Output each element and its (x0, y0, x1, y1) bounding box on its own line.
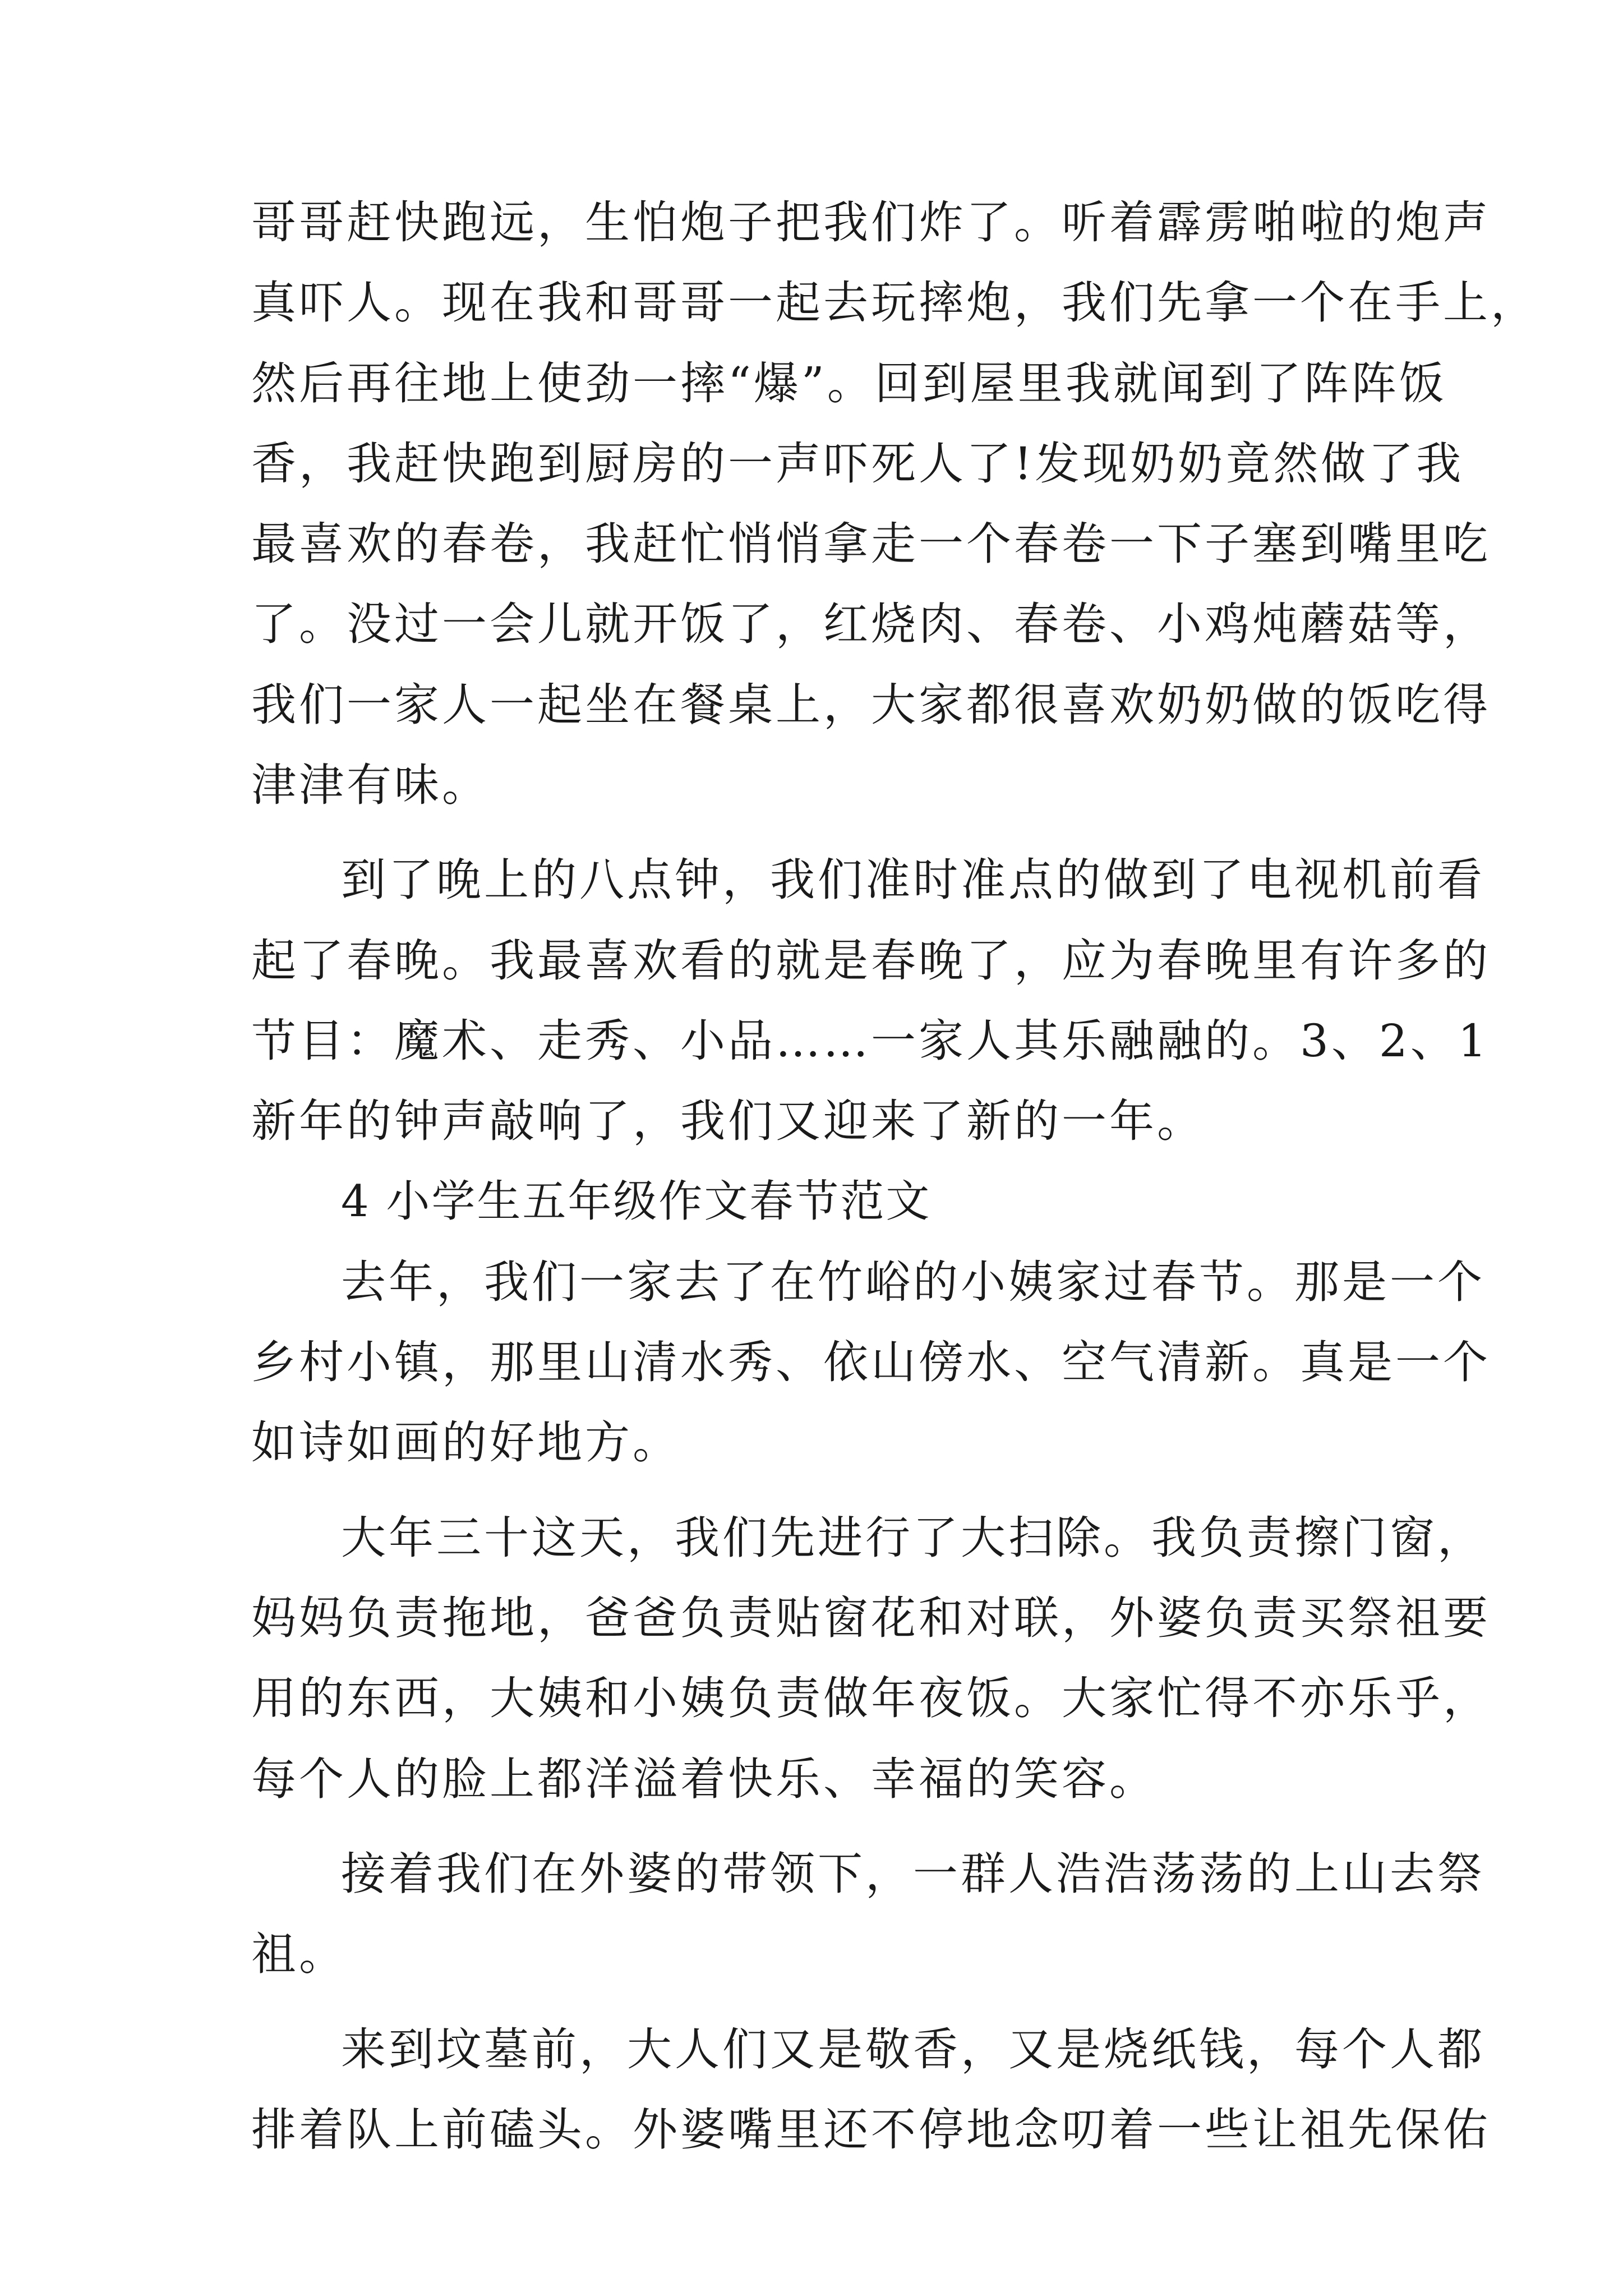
text-line: 我们一家人一起坐在餐桌上，大家都很喜欢奶奶做的饭吃得 (251, 678, 1491, 731)
paragraph-2 (251, 840, 1491, 1161)
text-line: 大年三十这天，我们先进行了大扫除。我负责擦门窗， (341, 1511, 1485, 1564)
text-line: 了。没过一会儿就开饭了，红烧肉、春卷、小鸡炖蘑菇等， (251, 598, 1491, 651)
text-line: 到了晚上的八点钟，我们准时准点的做到了电视机前看 (341, 854, 1485, 907)
text-line: 祖。 (251, 1928, 347, 1981)
text-line: 真吓人。现在我和哥哥一起去玩摔炮，我们先拿一个在手上， (251, 277, 1538, 329)
paragraph-4 (251, 1498, 1491, 1819)
text-line: 起了春晚。我最喜欢看的就是春晚了，应为春晚里有许多的 (251, 934, 1491, 987)
text-line: 去年，我们一家去了在竹峪的小姨家过春节。那是一个 (341, 1255, 1485, 1308)
text-line: 新年的钟声敲响了，我们又迎来了新的一年。 (251, 1095, 1205, 1148)
section-heading (251, 1162, 1390, 1242)
text-line: 哥哥赶快跑远，生怕炮子把我们炸了。听着霹雳啪啦的炮声 (251, 196, 1491, 249)
paragraph-5 (251, 1834, 1485, 1995)
document-body (251, 182, 1538, 2170)
text-line: 然后再往地上使劲一摔“爆”。回到屋里我就闻到了阵阵饭 (251, 357, 1447, 409)
heading-text: 4 小学生五年级作文春节范文 (341, 1176, 932, 1227)
text-line: 最喜欢的春卷，我赶忙悄悄拿走一个春卷一下子塞到嘴里吃 (251, 518, 1491, 570)
text-line: 来到坟墓前，大人们又是敬香，又是烧纸钱，每个人都 (341, 2023, 1485, 2076)
text-line: 津津有味。 (251, 759, 490, 812)
text-line: 用的东西，大姨和小姨负责做年夜饭。大家忙得不亦乐乎， (251, 1672, 1491, 1725)
text-line: 如诗如画的好地方。 (251, 1416, 680, 1469)
text-line: 香，我赶快跑到厨房的一声吓死人了!发现奶奶竟然做了我 (251, 437, 1464, 490)
paragraph-1 (251, 182, 1538, 825)
text-line: 每个人的脸上都洋溢着快乐、幸福的笑容。 (251, 1752, 1157, 1805)
paragraph-3 (251, 1242, 1491, 1483)
text-line: 妈妈负责拖地，爸爸负责贴窗花和对联，外婆负责买祭祖要 (251, 1592, 1491, 1645)
text-line: 节目：魔术、走秀、小品……一家人其乐融融的。3、2、1 (251, 1014, 1490, 1067)
text-line: 接着我们在外婆的带领下，一群人浩浩荡荡的上山去祭 (341, 1847, 1485, 1900)
paragraph-6 (251, 2009, 1491, 2170)
text-line: 排着队上前磕头。外婆嘴里还不停地念叨着一些让祖先保佑 (251, 2103, 1491, 2156)
text-line: 乡村小镇，那里山清水秀、依山傍水、空气清新。真是一个 (251, 1336, 1491, 1389)
